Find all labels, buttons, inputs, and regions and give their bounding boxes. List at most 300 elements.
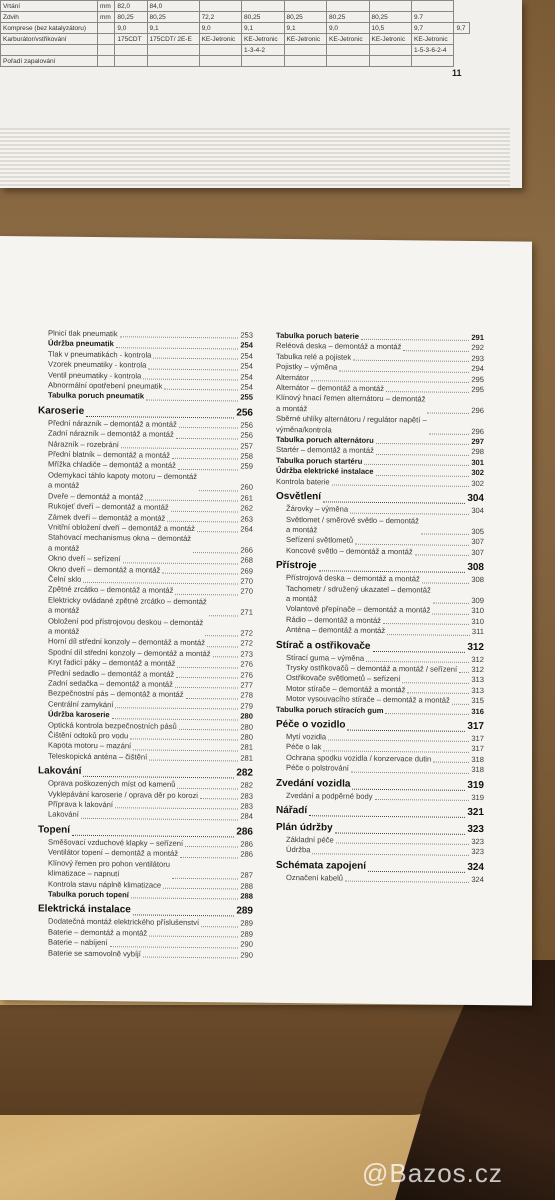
- toc-entry: [38, 595, 253, 618]
- toc-entry-title: Vnitřní obložení dveří – demontáž a montáž: [48, 522, 195, 533]
- dot-leader: [207, 646, 238, 647]
- toc-entry-title: Elektrická instalace: [38, 903, 131, 916]
- toc-entry-title: Obložení pod přístrojovou deskou – demontáž a montáž: [48, 616, 204, 636]
- toc-entry: [38, 751, 253, 764]
- toc-entry-page: 294: [471, 364, 484, 374]
- toc-entry-page: 281: [240, 742, 253, 753]
- dot-leader: [167, 521, 238, 523]
- dot-leader: [433, 603, 470, 604]
- toc-entry-page: 324: [467, 861, 484, 873]
- table-cell: 10,5: [369, 23, 411, 34]
- toc-entry-page: 310: [471, 616, 484, 626]
- table-row: [1, 1, 470, 12]
- toc-entry-page: 287: [240, 870, 253, 880]
- table-cell: mm: [97, 1, 114, 12]
- toc-entry-page: 298: [471, 447, 484, 457]
- toc-entry-page: 253: [240, 330, 253, 340]
- dot-leader: [131, 898, 238, 900]
- toc-column-left: [38, 328, 253, 960]
- toc-entry-page: 278: [240, 690, 253, 701]
- toc-entry-page: 261: [240, 493, 253, 503]
- dot-leader: [403, 350, 469, 352]
- dot-leader: [427, 413, 469, 414]
- toc-entry-title: Plán údržby: [276, 821, 333, 834]
- toc-entry-page: 283: [240, 791, 253, 801]
- table-cell: 84,0: [147, 1, 199, 12]
- toc-entry-title: Kryt řadicí páky – demontáž a montáž: [48, 657, 176, 669]
- dot-leader: [120, 337, 239, 339]
- table-cell: 9,0: [199, 23, 241, 34]
- table-cell: KE-Jetronic: [411, 34, 453, 45]
- dot-leader: [199, 490, 238, 491]
- table-cell: [369, 56, 411, 67]
- toc-entry-page: 254: [240, 382, 253, 392]
- dot-leader: [213, 656, 239, 657]
- toc-entry-page: 258: [240, 451, 253, 461]
- dot-leader: [130, 739, 238, 741]
- table-cell: [411, 56, 453, 67]
- toc-entry-title: Reléová deska – demontáž a montáž: [276, 341, 402, 352]
- toc-entry: [38, 889, 253, 902]
- toc-entry-title: Karoserie: [38, 405, 85, 417]
- dot-leader: [351, 771, 469, 773]
- table-cell: KE-Jetronic: [199, 34, 241, 45]
- toc-entry-page: 280: [240, 711, 253, 721]
- dot-leader: [452, 703, 470, 704]
- toc-entry-page: 286: [240, 839, 253, 849]
- toc-entry-page: 290: [240, 939, 253, 949]
- dot-leader: [180, 857, 238, 859]
- toc-entry-title: Motor stírače – demontáž a montáž: [286, 683, 406, 695]
- table-cell: KE-Jetronic: [242, 34, 284, 45]
- toc-entry-title: Tabulka poruch pneumatik: [48, 390, 145, 401]
- toc-entry-title: Základní péče: [286, 835, 334, 845]
- table-cell: 1-3-4-2: [242, 45, 284, 56]
- toc-entry-title: Teleskopická anténa – čištění: [48, 751, 148, 762]
- table-cell: 9,0: [327, 23, 369, 34]
- toc-entry-title: Zvedání vozidla: [276, 777, 351, 790]
- dot-leader: [148, 368, 238, 370]
- toc-entry-title: Koncové světlo – demontáž a montáž: [286, 545, 413, 557]
- dot-leader: [133, 749, 238, 751]
- toc-entry-title: Přední sedadlo – demontáž a montáž: [48, 668, 175, 679]
- table-cell: [284, 56, 326, 67]
- dot-leader: [347, 730, 465, 732]
- toc-entry-page: 255: [240, 392, 253, 403]
- toc-entry-page: 295: [471, 384, 484, 395]
- toc-entry-page: 263: [240, 514, 253, 524]
- dot-leader: [353, 360, 469, 362]
- toc-entry-title: Údržba elektrické instalace: [276, 466, 374, 477]
- dot-leader: [361, 339, 469, 341]
- toc-entry-page: 308: [471, 575, 484, 585]
- watermark: @Bazos.cz: [362, 1158, 503, 1188]
- toc-entry-page: 268: [240, 555, 253, 565]
- table-cell: [411, 1, 453, 12]
- toc-entry-page: 304: [471, 506, 484, 516]
- toc-entry: [276, 414, 484, 437]
- toc-entry-page: 308: [467, 562, 484, 574]
- table-cell: 9,0: [115, 23, 147, 34]
- table-cell: [199, 56, 241, 67]
- toc-entry-title: Ochrana spodku vozidla / konzervace dutin: [286, 752, 432, 764]
- toc-entry-page: 280: [240, 722, 253, 732]
- dot-leader: [364, 464, 469, 466]
- dot-leader: [177, 666, 238, 668]
- dot-leader: [383, 623, 469, 625]
- table-cell: [242, 56, 284, 67]
- toc-entry-page: 276: [240, 670, 253, 680]
- toc-entry-title: Zadní nárazník – demontáž a montáž: [48, 428, 174, 440]
- toc-entry-page: 256: [236, 407, 253, 419]
- toc-entry-title: Mytí vozidla: [286, 731, 327, 742]
- toc-entry: [276, 704, 484, 717]
- dot-leader: [328, 740, 469, 742]
- table-cell: [327, 1, 369, 12]
- toc-entry-page: 319: [471, 792, 484, 802]
- dot-leader: [143, 379, 238, 381]
- table-cell: mm: [97, 12, 114, 23]
- dot-leader: [376, 443, 470, 445]
- toc-entry-title: Zpětné zrcátko – demontáž a montáž: [48, 584, 174, 596]
- dot-leader: [185, 846, 238, 848]
- dot-leader: [205, 636, 238, 637]
- dot-leader: [422, 582, 470, 583]
- table-cell: [242, 1, 284, 12]
- toc-entry-title: Alternátor: [276, 372, 309, 382]
- table-cell: [369, 45, 411, 56]
- table-cell: KE-Jetronic: [369, 34, 411, 45]
- toc-entry-title: Volantové přepínače – demontáž a montáž: [286, 604, 431, 615]
- toc-entry-title: Ventilátor topení – demontáž a montáž: [48, 847, 179, 859]
- toc-entry-title: Okno dveří – demontáž a montáž: [48, 564, 161, 575]
- dot-leader: [387, 634, 470, 636]
- toc-entry-page: 289: [240, 918, 253, 928]
- toc-entry-title: Oprava poškozených míst od kamenů: [48, 778, 176, 790]
- dot-leader: [146, 399, 238, 401]
- table-cell: [199, 45, 241, 56]
- table-cell: 80,25: [284, 12, 326, 23]
- toc-entry-page: 276: [240, 659, 253, 669]
- table-cell: Komprese (bez katalyzátoru): [1, 23, 98, 34]
- toc-entry-page: 262: [240, 503, 253, 513]
- table-cell: 82,0: [115, 1, 147, 12]
- table-row: [1, 23, 470, 34]
- dot-leader: [197, 531, 238, 532]
- toc-entry-title: Dveře – demontáž a montáž: [48, 491, 144, 502]
- toc-entry: [276, 393, 484, 416]
- toc-entry-title: Baterie se samovolně vybíjí: [48, 948, 141, 959]
- toc-entry-page: 282: [236, 767, 253, 779]
- toc-entry-title: Tachometr / sdružený ukazatel – demontáž a montáž: [286, 583, 431, 604]
- toc-entry-title: Ventil pneumatiky - kontrola: [48, 370, 142, 381]
- table-cell: [327, 56, 369, 67]
- table-cell: 9,7: [454, 23, 470, 34]
- toc-entry: [276, 791, 484, 804]
- toc-entry-title: Světlomet / směrové světlo – demontáž a montáž: [286, 514, 419, 535]
- toc-entry-page: 309: [471, 595, 484, 606]
- toc-entry: [276, 763, 484, 776]
- dot-leader: [83, 582, 238, 585]
- dot-leader: [459, 672, 469, 673]
- toc-entry-page: 257: [240, 441, 253, 451]
- toc-entry-page: 296: [471, 426, 484, 436]
- table-cell: KE-Jetronic: [284, 34, 326, 45]
- table-cell: Pořadí zapalování: [1, 56, 98, 67]
- toc-entry-page: 313: [471, 685, 484, 695]
- dot-leader: [153, 358, 238, 360]
- dot-leader: [123, 562, 239, 564]
- toc-entry-page: 310: [471, 606, 484, 616]
- dot-leader: [432, 613, 469, 614]
- toc-entry-page: 270: [240, 586, 253, 596]
- toc-page: [0, 236, 532, 1006]
- dot-leader: [368, 871, 465, 873]
- toc-entry-title: Horní díl střední konzoly – demontáž a montáž: [48, 636, 206, 648]
- table-cell: [369, 1, 411, 12]
- dot-leader: [164, 389, 238, 391]
- dot-leader: [355, 543, 469, 545]
- dot-leader: [407, 692, 469, 694]
- toc-entry: [38, 858, 253, 881]
- dot-leader: [312, 853, 469, 856]
- toc-entry-title: Bezpečnostní pás – demontáž a montáž: [48, 688, 184, 700]
- toc-entry-title: Přístrojová deska – demontáž a montáž: [286, 573, 420, 584]
- toc-entry-page: 323: [471, 847, 484, 857]
- table-cell: Vrtání: [1, 1, 98, 12]
- toc-entry-title: Rukojeť dveří – demontáž a montáž: [48, 501, 169, 512]
- toc-entry-page: 318: [471, 765, 484, 775]
- toc-entry-title: Tabulka poruch topení: [48, 889, 129, 900]
- toc-entry-title: Okno dveří – seřízení: [48, 553, 121, 564]
- toc-entry-page: 288: [240, 891, 253, 901]
- toc-entry-title: Spodní díl střední konzoly – demontáž a montáž: [48, 647, 211, 658]
- toc-entry-page: 297: [471, 436, 484, 447]
- dot-leader: [179, 427, 239, 429]
- dot-leader: [319, 570, 466, 573]
- toc-entry-title: Stahovací mechanismus okna – demontáž a montáž: [48, 532, 192, 553]
- table-cell: [97, 45, 114, 56]
- toc-entry: [276, 514, 484, 537]
- toc-entry: [276, 625, 484, 638]
- table-cell: 9,1: [242, 23, 284, 34]
- toc-column-right: [276, 331, 484, 885]
- toc-entry-title: Trysky ostřikovačů – demontáž a montáž / seřízení: [286, 662, 458, 674]
- toc-entry: [38, 391, 253, 404]
- toc-entry-title: Tabulka poruch stíracích gum: [276, 704, 384, 715]
- toc-entry-page: 288: [240, 881, 253, 891]
- dot-leader: [366, 661, 469, 663]
- dot-leader: [115, 707, 238, 709]
- toc-entry-page: 321: [467, 806, 484, 819]
- table-cell: 175CDT: [115, 34, 147, 45]
- toc-entry-page: 315: [471, 696, 484, 706]
- toc-entry-page: 293: [471, 353, 484, 363]
- dot-leader: [177, 788, 238, 790]
- toc-entry-title: Přední blatník – demontáž a montáž: [48, 449, 170, 460]
- toc-entry-page: 256: [240, 430, 253, 440]
- toc-entry-page: 254: [240, 351, 253, 361]
- toc-entry-page: 256: [240, 420, 253, 430]
- toc-entry-title: Přístroje: [276, 560, 317, 572]
- toc-entry-title: Schémata zapojení: [276, 859, 367, 872]
- table-cell: [284, 45, 326, 56]
- toc-entry-title: Lakování: [48, 809, 79, 820]
- toc-entry-title: Údržba: [286, 845, 311, 855]
- toc-entry: [276, 546, 484, 559]
- page-edges: [0, 128, 510, 188]
- table-cell: [284, 1, 326, 12]
- toc-entry-title: Vyklepávání karoserie / oprava děr po korozi: [48, 789, 198, 800]
- table-row: [1, 12, 470, 23]
- toc-entry-page: 296: [471, 405, 484, 415]
- dot-leader: [429, 434, 470, 435]
- table-edge: [0, 1005, 470, 1115]
- table-cell: 80,25: [115, 12, 147, 23]
- toc-entry-title: Vzorek pneumatiky - kontrola: [48, 359, 147, 370]
- toc-entry-page: 273: [240, 649, 253, 659]
- dot-leader: [172, 877, 238, 879]
- toc-entry-page: 272: [240, 628, 253, 638]
- table-cell: 9,7: [411, 23, 453, 34]
- table-cell: Zdvih: [1, 12, 98, 23]
- table-cell: Karburátor/vstřikování: [1, 34, 98, 45]
- dot-leader: [162, 573, 238, 575]
- dot-leader: [433, 762, 469, 763]
- toc-entry-page: 317: [471, 744, 484, 754]
- toc-entry-title: Kontrola stavu náplně klimatizace: [48, 879, 162, 890]
- toc-entry-title: Čelní sklo: [48, 574, 82, 584]
- toc-entry-title: Péče o vozidlo: [276, 718, 346, 731]
- toc-entry-title: Seřízení světlometů: [286, 535, 354, 546]
- page-number: 11: [452, 68, 462, 78]
- dot-leader: [200, 798, 238, 799]
- toc-entry-page: 289: [236, 905, 253, 917]
- table-cell: 80,25: [327, 12, 369, 23]
- toc-entry-page: 317: [471, 733, 484, 744]
- table-row: [1, 56, 470, 67]
- toc-entry-title: Lakování: [38, 765, 82, 778]
- toc-entry-title: Zámek dveří – demontáž a montáž: [48, 512, 166, 523]
- dot-leader: [376, 454, 469, 456]
- toc-entry: [38, 810, 253, 823]
- toc-entry-page: 280: [240, 732, 253, 742]
- toc-entry-title: Odemykací táhlo kapoty motoru – demontáž a montáž: [48, 470, 197, 491]
- toc-entry-page: 317: [467, 720, 484, 733]
- toc-entry-title: Alternátor – demontáž a montáž: [276, 382, 385, 394]
- dot-leader: [323, 750, 469, 753]
- table-row: [1, 34, 470, 45]
- toc-entry-page: 289: [240, 929, 253, 939]
- dot-leader: [402, 682, 469, 684]
- toc-entry-title: Žárovky – výměna: [286, 504, 349, 514]
- dot-leader: [175, 687, 238, 689]
- dot-leader: [335, 833, 466, 835]
- toc-entry: [38, 470, 253, 493]
- table-cell: 72,2: [199, 12, 241, 23]
- toc-entry-title: Rádio – demontáž a montáž: [286, 614, 381, 625]
- toc-entry-title: Údržba pneumatik: [48, 338, 114, 349]
- toc-entry-page: 311: [471, 627, 484, 637]
- toc-entry-page: 305: [471, 526, 484, 536]
- toc-entry-title: Tabulka poruch baterie: [276, 330, 359, 341]
- toc-entry-title: Optická kontrola bezpečnostních pásů: [48, 720, 177, 731]
- table-cell: 175CDT/ 2E-E: [147, 34, 199, 45]
- dot-leader: [81, 818, 239, 821]
- toc-entry-page: 254: [240, 372, 253, 382]
- dot-leader: [163, 888, 238, 890]
- toc-entry-page: 323: [467, 823, 484, 836]
- dot-leader: [115, 808, 238, 810]
- dot-leader: [149, 760, 238, 762]
- toc-entry-page: 277: [240, 680, 253, 690]
- dot-leader: [175, 594, 238, 596]
- toc-entry-page: 260: [240, 482, 253, 492]
- toc-entry-page: 312: [467, 641, 484, 653]
- dot-leader: [83, 776, 234, 779]
- toc-entry: [276, 477, 484, 490]
- table-cell: 9,1: [284, 23, 326, 34]
- dot-leader: [145, 500, 238, 502]
- toc-entry-title: Startér – demontáž a montáž: [276, 445, 374, 456]
- toc-entry-page: 318: [471, 754, 484, 764]
- toc-entry-title: Tabulka poruch startéru: [276, 455, 363, 466]
- page-stack: [0, 0, 522, 188]
- toc-entry-title: Plnicí tlak pneumatik: [48, 328, 118, 339]
- dot-leader: [415, 554, 470, 556]
- toc-entry-title: Směšovací vzduchové klapky – seřízení: [48, 837, 184, 848]
- toc-entry-page: 271: [240, 607, 253, 617]
- dot-leader: [110, 946, 239, 948]
- table-cell: [1, 45, 98, 56]
- toc-entry-title: Sběrné uhlíky alternátoru / regulátor napětí – výměna/kontrola: [276, 414, 427, 435]
- table-row: [1, 45, 470, 56]
- toc-entry-title: Motor vysouvacího stírače – demontáž a montáž: [286, 694, 450, 705]
- toc-entry-page: 295: [471, 374, 484, 384]
- dot-leader: [345, 881, 469, 883]
- toc-entry-page: 302: [471, 478, 484, 488]
- toc-entry-page: 291: [471, 332, 484, 343]
- toc-entry-title: Označení kabelů: [286, 872, 343, 883]
- dot-leader: [86, 416, 234, 419]
- dot-leader: [176, 677, 238, 679]
- table-cell: [97, 34, 114, 45]
- toc-entry-title: Klínový hnací řemen alternátoru – demontáž a montáž: [276, 393, 426, 414]
- dot-leader: [309, 815, 465, 818]
- toc-entry: [276, 845, 484, 858]
- toc-entry-title: Mřížka chladiče – demontáž a montáž: [48, 459, 176, 471]
- toc-entry-page: 301: [471, 457, 484, 467]
- toc-entry: [276, 873, 484, 886]
- toc-entry-page: 304: [467, 492, 484, 505]
- dot-leader: [352, 788, 465, 790]
- dot-leader: [193, 552, 238, 553]
- toc-entry-title: Osvětlení: [276, 490, 322, 503]
- toc-entry: [38, 948, 253, 961]
- dot-leader: [339, 370, 469, 372]
- dot-leader: [121, 447, 238, 449]
- toc-entry-page: 302: [471, 468, 484, 478]
- dot-leader: [186, 698, 239, 700]
- toc-entry-page: 282: [240, 780, 253, 790]
- toc-entry-title: Přední nárazník – demontáž a montáž: [48, 418, 177, 429]
- toc-entry-title: Topení: [38, 824, 71, 836]
- toc-entry-page: 272: [240, 638, 253, 649]
- toc-entry-title: Stírací guma – výměna: [286, 652, 365, 663]
- toc-entry: [276, 583, 484, 606]
- toc-entry-title: Nárazník – rozebrání: [48, 439, 119, 449]
- dot-leader: [385, 713, 469, 715]
